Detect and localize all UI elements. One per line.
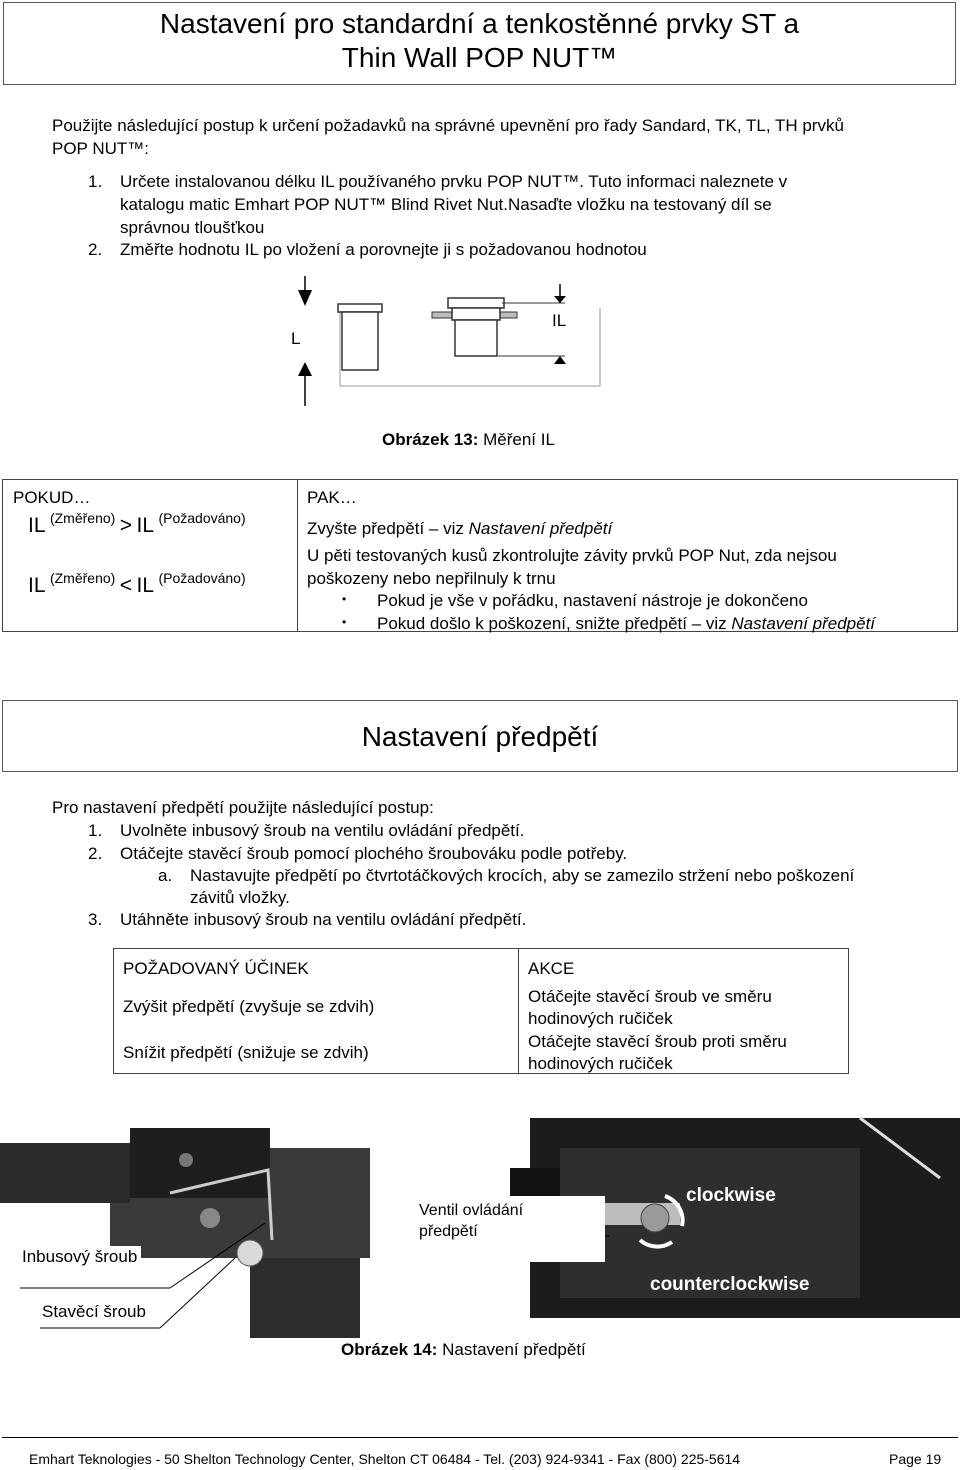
step-number: a.	[158, 866, 173, 885]
action-clockwise-line2: hodinových ručiček	[528, 1009, 673, 1028]
if-then-table	[2, 479, 958, 632]
callout-valve: Ventil ovládání předpětí	[419, 1202, 524, 1240]
page-title-line1: Nastavení pro standardní a tenkostěnné prvky ST a	[159, 8, 800, 39]
table-head-effect: POŽADOVANÝ ÚČINEK	[123, 959, 309, 978]
figure14-caption: Obrázek 14: Nastavení předpětí	[341, 1340, 586, 1359]
page-title-box	[3, 2, 956, 85]
footer-page-number: Page 19	[889, 1451, 942, 1467]
action-counter-line2: hodinových ručiček	[528, 1054, 673, 1073]
il-measurement-diagram	[280, 276, 610, 408]
step-number: 1.	[88, 172, 103, 191]
effect-decrease: Snížit předpětí (snižuje se zdvih)	[123, 1043, 369, 1062]
step-text: Otáčejte stavěcí šroub pomocí plochého šroubováku podle potřeby.	[120, 844, 628, 863]
action-counter-line1: Otáčejte stavěcí šroub proti směru	[528, 1032, 787, 1051]
callout-hex-screw: Inbusový šroub	[18, 1246, 141, 1268]
step-number: 2.	[88, 240, 103, 259]
page-title-line2: Thin Wall POP NUT™	[341, 42, 618, 73]
step-text: závitů vložky.	[190, 888, 290, 907]
step-text: Uvolněte inbusový šroub na ventilu ovládání předpětí.	[120, 821, 525, 840]
label-il: IL	[552, 311, 567, 330]
footer-divider	[2, 1437, 958, 1438]
intro-line2: POP NUT™:	[52, 139, 149, 158]
action-check-line2: poškozeny nebo nepřilnuly k trnu	[307, 569, 556, 588]
callout-adjust-screw: Stavěcí šroub	[38, 1301, 150, 1323]
step-text: katalogu matic Emhart POP NUT™ Blind Rivet Nut.Nasaďte vložku na testovaný díl se	[120, 195, 772, 214]
condition-greater: IL (Změřeno) > IL (Požadováno)	[28, 510, 246, 537]
section-title: Nastavení předpětí	[2, 700, 958, 772]
step-text: Určete instalovanou délku IL používaného prvku POP NUT™. Tuto informaci naleznete v	[120, 172, 788, 191]
step-text: Utáhněte inbusový šroub na ventilu ovládání předpětí.	[120, 910, 527, 929]
bullet-icon: •	[342, 615, 347, 629]
step-number: 2.	[88, 844, 103, 863]
action-clockwise-line1: Otáčejte stavěcí šroub ve směru	[528, 987, 772, 1006]
bullet-icon: •	[342, 592, 347, 606]
step-number: 1.	[88, 821, 103, 840]
section-intro: Pro nastavení předpětí použijte následující postup:	[52, 798, 434, 817]
effect-increase: Zvýšit předpětí (zvyšuje se zdvih)	[123, 997, 375, 1016]
table-head-action: AKCE	[528, 959, 575, 978]
step-number: 3.	[88, 910, 103, 929]
bullet-text: Pokud došlo k poškození, snižte předpětí – viz Nastavení předpětí	[377, 614, 876, 633]
footer-address: Emhart Teknologies - 50 Shelton Technology Center, Shelton CT 06484 - Tel. (203) 924-9341 - Fax (800) 225-5614	[29, 1451, 741, 1467]
bullet-text: Pokud je vše v pořádku, nastavení nástroje je dokončeno	[377, 591, 808, 610]
label-l: L	[291, 329, 301, 348]
condition-less: IL (Změřeno) < IL (Požadováno)	[28, 570, 246, 597]
step-text: Nastavujte předpětí po čtvrtotáčkových krocích, aby se zamezilo stržení nebo poškození	[190, 866, 855, 885]
table-head-if: POKUD…	[13, 488, 91, 507]
action-increase: Zvyšte předpětí – viz Nastavení předpětí	[307, 519, 613, 538]
preload-table	[113, 948, 849, 1074]
photo-label-counterclockwise: counterclockwise	[650, 1274, 810, 1295]
figure13-caption: Obrázek 13: Měření IL	[382, 430, 555, 449]
step-text: Změřte hodnotu IL po vložení a porovnejte ji s požadovanou hodnotou	[120, 240, 647, 259]
action-check-line1: U pěti testovaných kusů zkontrolujte závity prvků POP Nut, zda nejsou	[307, 546, 837, 565]
intro-line1: Použijte následující postup k určení požadavků na správné upevnění pro řady Sandard, TK, TL, TH prvků	[52, 116, 844, 135]
photo-label-clockwise: clockwise	[686, 1185, 776, 1206]
step-text: správnou tloušťkou	[120, 218, 265, 237]
table-head-then: PAK…	[307, 488, 357, 507]
